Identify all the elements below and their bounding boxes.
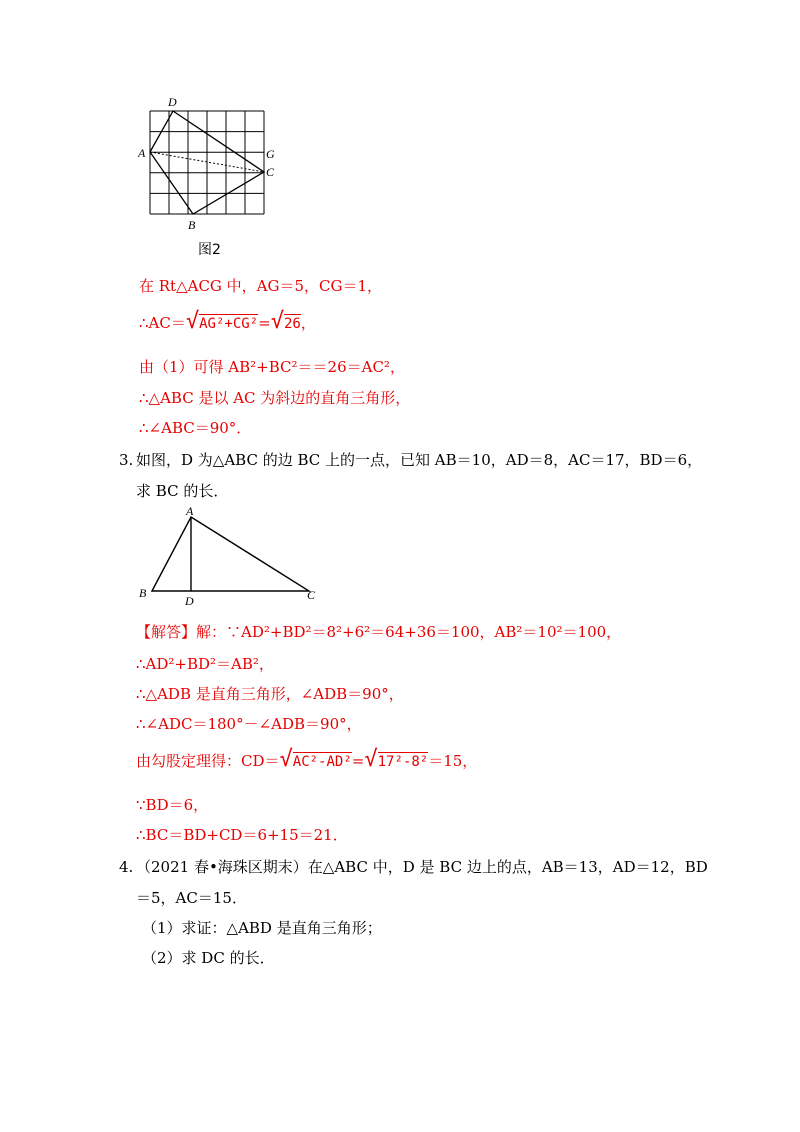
sol3-cd-prefix: 由勾股定理得：CD＝	[136, 752, 280, 770]
label-G: G	[266, 147, 275, 161]
sol2-line1: 在 Rt△ACG 中，AG＝5，CG＝1，	[139, 277, 383, 295]
sol3-line2: ∴AD²+BD²＝AB²，	[136, 655, 274, 673]
tri-label-C: C	[307, 588, 316, 602]
problem3-text1: 如图，D 为△ABC 的边 BC 上的一点，已知 AB＝10，AD＝8，AC＝17，BD＝6，	[136, 451, 703, 469]
sol3-line6: ∵BD＝6，	[136, 796, 209, 814]
sol2-line2	[139, 309, 316, 334]
grid-figure	[135, 90, 295, 235]
sol3-radical2: √17²-8²	[364, 747, 429, 772]
sol2-line5: ∴∠ABC＝90°．	[139, 419, 252, 437]
problem3-number: 3.	[119, 451, 134, 469]
sol2-end: ，	[300, 314, 316, 332]
sol3-line1: 【解答】解：∵AD²+BD²＝8²+6²＝64+36＝100，AB²＝10²＝100，	[136, 623, 622, 641]
sol3-line3: ∴△ADB 是直角三角形，∠ADB＝90°，	[136, 685, 404, 703]
label-C: C	[266, 165, 275, 179]
problem3-text2: 求 BC 的长．	[136, 482, 229, 500]
problem4-number: 4.	[119, 858, 134, 876]
sol3-result: ＝15，	[428, 752, 478, 770]
problem4-text1: （2021 春•海珠区期末）在△ABC 中，D 是 BC 边上的点，AB＝13，AD＝12，BD	[136, 858, 708, 876]
tri-label-B: B	[139, 586, 147, 600]
sol2-ac-prefix: ∴AC＝	[139, 314, 186, 332]
label-B: B	[188, 218, 196, 232]
sol3-line7: ∴BC＝BD+CD＝6+15＝21．	[136, 826, 348, 844]
triangle-figure	[135, 500, 325, 610]
tri-label-A: A	[186, 504, 194, 518]
label-A: A	[138, 146, 146, 160]
problem4-part1: （1）求证：△ABD 是直角三角形；	[142, 919, 382, 937]
sol2-radical: √AG²+CG²	[185, 309, 259, 334]
sol2-eq: =	[258, 314, 271, 332]
label-D: D	[168, 95, 177, 109]
sol2-line4: ∴△ABC 是以 AC 为斜边的直角三角形，	[139, 389, 411, 407]
sol3-line4: ∴∠ADC＝180°－∠ADB＝90°，	[136, 715, 362, 733]
sol3-radical1: √AC²-AD²	[279, 747, 352, 772]
problem4-part2: （2）求 DC 的长．	[142, 949, 275, 967]
figure-caption: 图2	[198, 242, 221, 258]
tri-label-D: D	[185, 594, 194, 608]
sol2-result-radical: √26	[270, 309, 301, 334]
sol2-line3: 由（1）可得 AB²+BC²＝＝26＝AC²，	[139, 358, 405, 376]
sol3-eq: =	[351, 752, 365, 770]
problem4-text2: ＝5，AC＝15．	[136, 889, 247, 907]
sol3-line5	[136, 747, 478, 772]
